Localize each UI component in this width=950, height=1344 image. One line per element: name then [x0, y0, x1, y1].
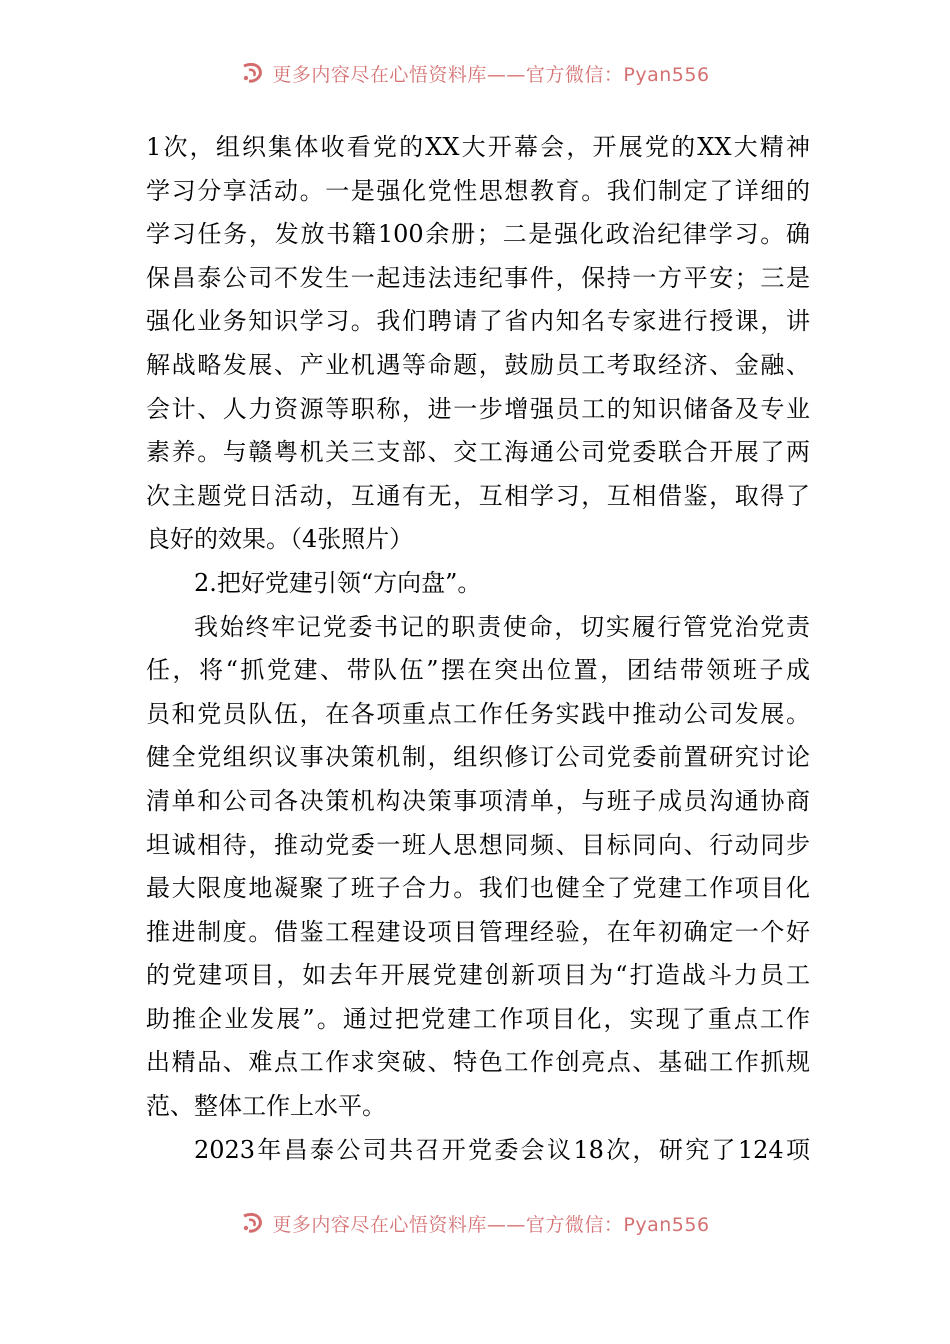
text-line: 解战略发展、产业机遇等命题，鼓励员工考取经济、金融、: [146, 350, 810, 379]
text-line: 强化业务知识学习。我们聘请了省内知名专家进行授课，讲: [146, 307, 810, 336]
document-body: [146, 126, 810, 1172]
text-line: 任，将“抓党建、带队伍”摆在突出位置，团结带领班子成: [146, 656, 810, 685]
header-watermark: [0, 56, 950, 90]
text-line: 清单和公司各决策机构决策事项清单，与班子成员沟通协商: [146, 786, 810, 815]
footer-watermark: [0, 1206, 950, 1240]
watermark-text: 更多内容尽在心悟资料库——官方微信：Pyan556: [272, 63, 710, 86]
text-line: 次主题党日活动，互通有无，互相学习，互相借鉴，取得了: [146, 481, 810, 510]
text-line: 的党建项目，如去年开展党建创新项目为“打造战斗力员工: [146, 961, 810, 990]
text-line: 推进制度。借鉴工程建设项目管理经验，在年初确定一个好: [146, 917, 810, 946]
text-line: 保昌泰公司不发生一起违法违纪事件，保持一方平安；三是: [146, 263, 810, 292]
text-line: 会计、人力资源等职称，进一步增强员工的知识储备及专业: [146, 394, 810, 423]
text-line: 素养。与赣粤机关三支部、交工海通公司党委联合开展了两: [146, 438, 810, 467]
text-line: 员和党员队伍，在各项重点工作任务实践中推动公司发展。: [146, 699, 810, 728]
text-line: 我始终牢记党委书记的职责使命，切实履行管党治党责: [194, 612, 810, 641]
text-line: 2023年昌泰公司共召开党委会议18次，研究了124项: [194, 1135, 810, 1164]
text-line: 健全党组织议事决策机制，组织修订公司党委前置研究讨论: [146, 743, 810, 772]
text-line: 出精品、难点工作求突破、特色工作创亮点、基础工作抓规: [146, 1048, 810, 1077]
section-heading: 2.把好党建引领“方向盘”。: [194, 568, 482, 597]
text-line: 范、整体工作上水平。: [146, 1092, 386, 1121]
text-line: 学习任务，发放书籍100余册；二是强化政治纪律学习。确: [146, 220, 810, 249]
logo-icon: [240, 60, 266, 86]
text-line: 最大限度地凝聚了班子合力。我们也健全了党建工作项目化: [146, 874, 810, 903]
text-line: 1次，组织集体收看党的XX大开幕会，开展党的XX大精神: [146, 133, 810, 161]
text-line: 坦诚相待，推动党委一班人思想同频、目标同向、行动同步: [146, 830, 810, 859]
logo-icon: [240, 1210, 266, 1236]
text-line: 良好的效果。（4张照片）: [146, 525, 414, 554]
watermark-text: 更多内容尽在心悟资料库——官方微信：Pyan556: [272, 1213, 710, 1236]
text-line: 助推企业发展”。通过把党建工作项目化，实现了重点工作: [146, 1004, 810, 1033]
text-line: 学习分享活动。一是强化党性思想教育。我们制定了详细的: [146, 176, 810, 205]
